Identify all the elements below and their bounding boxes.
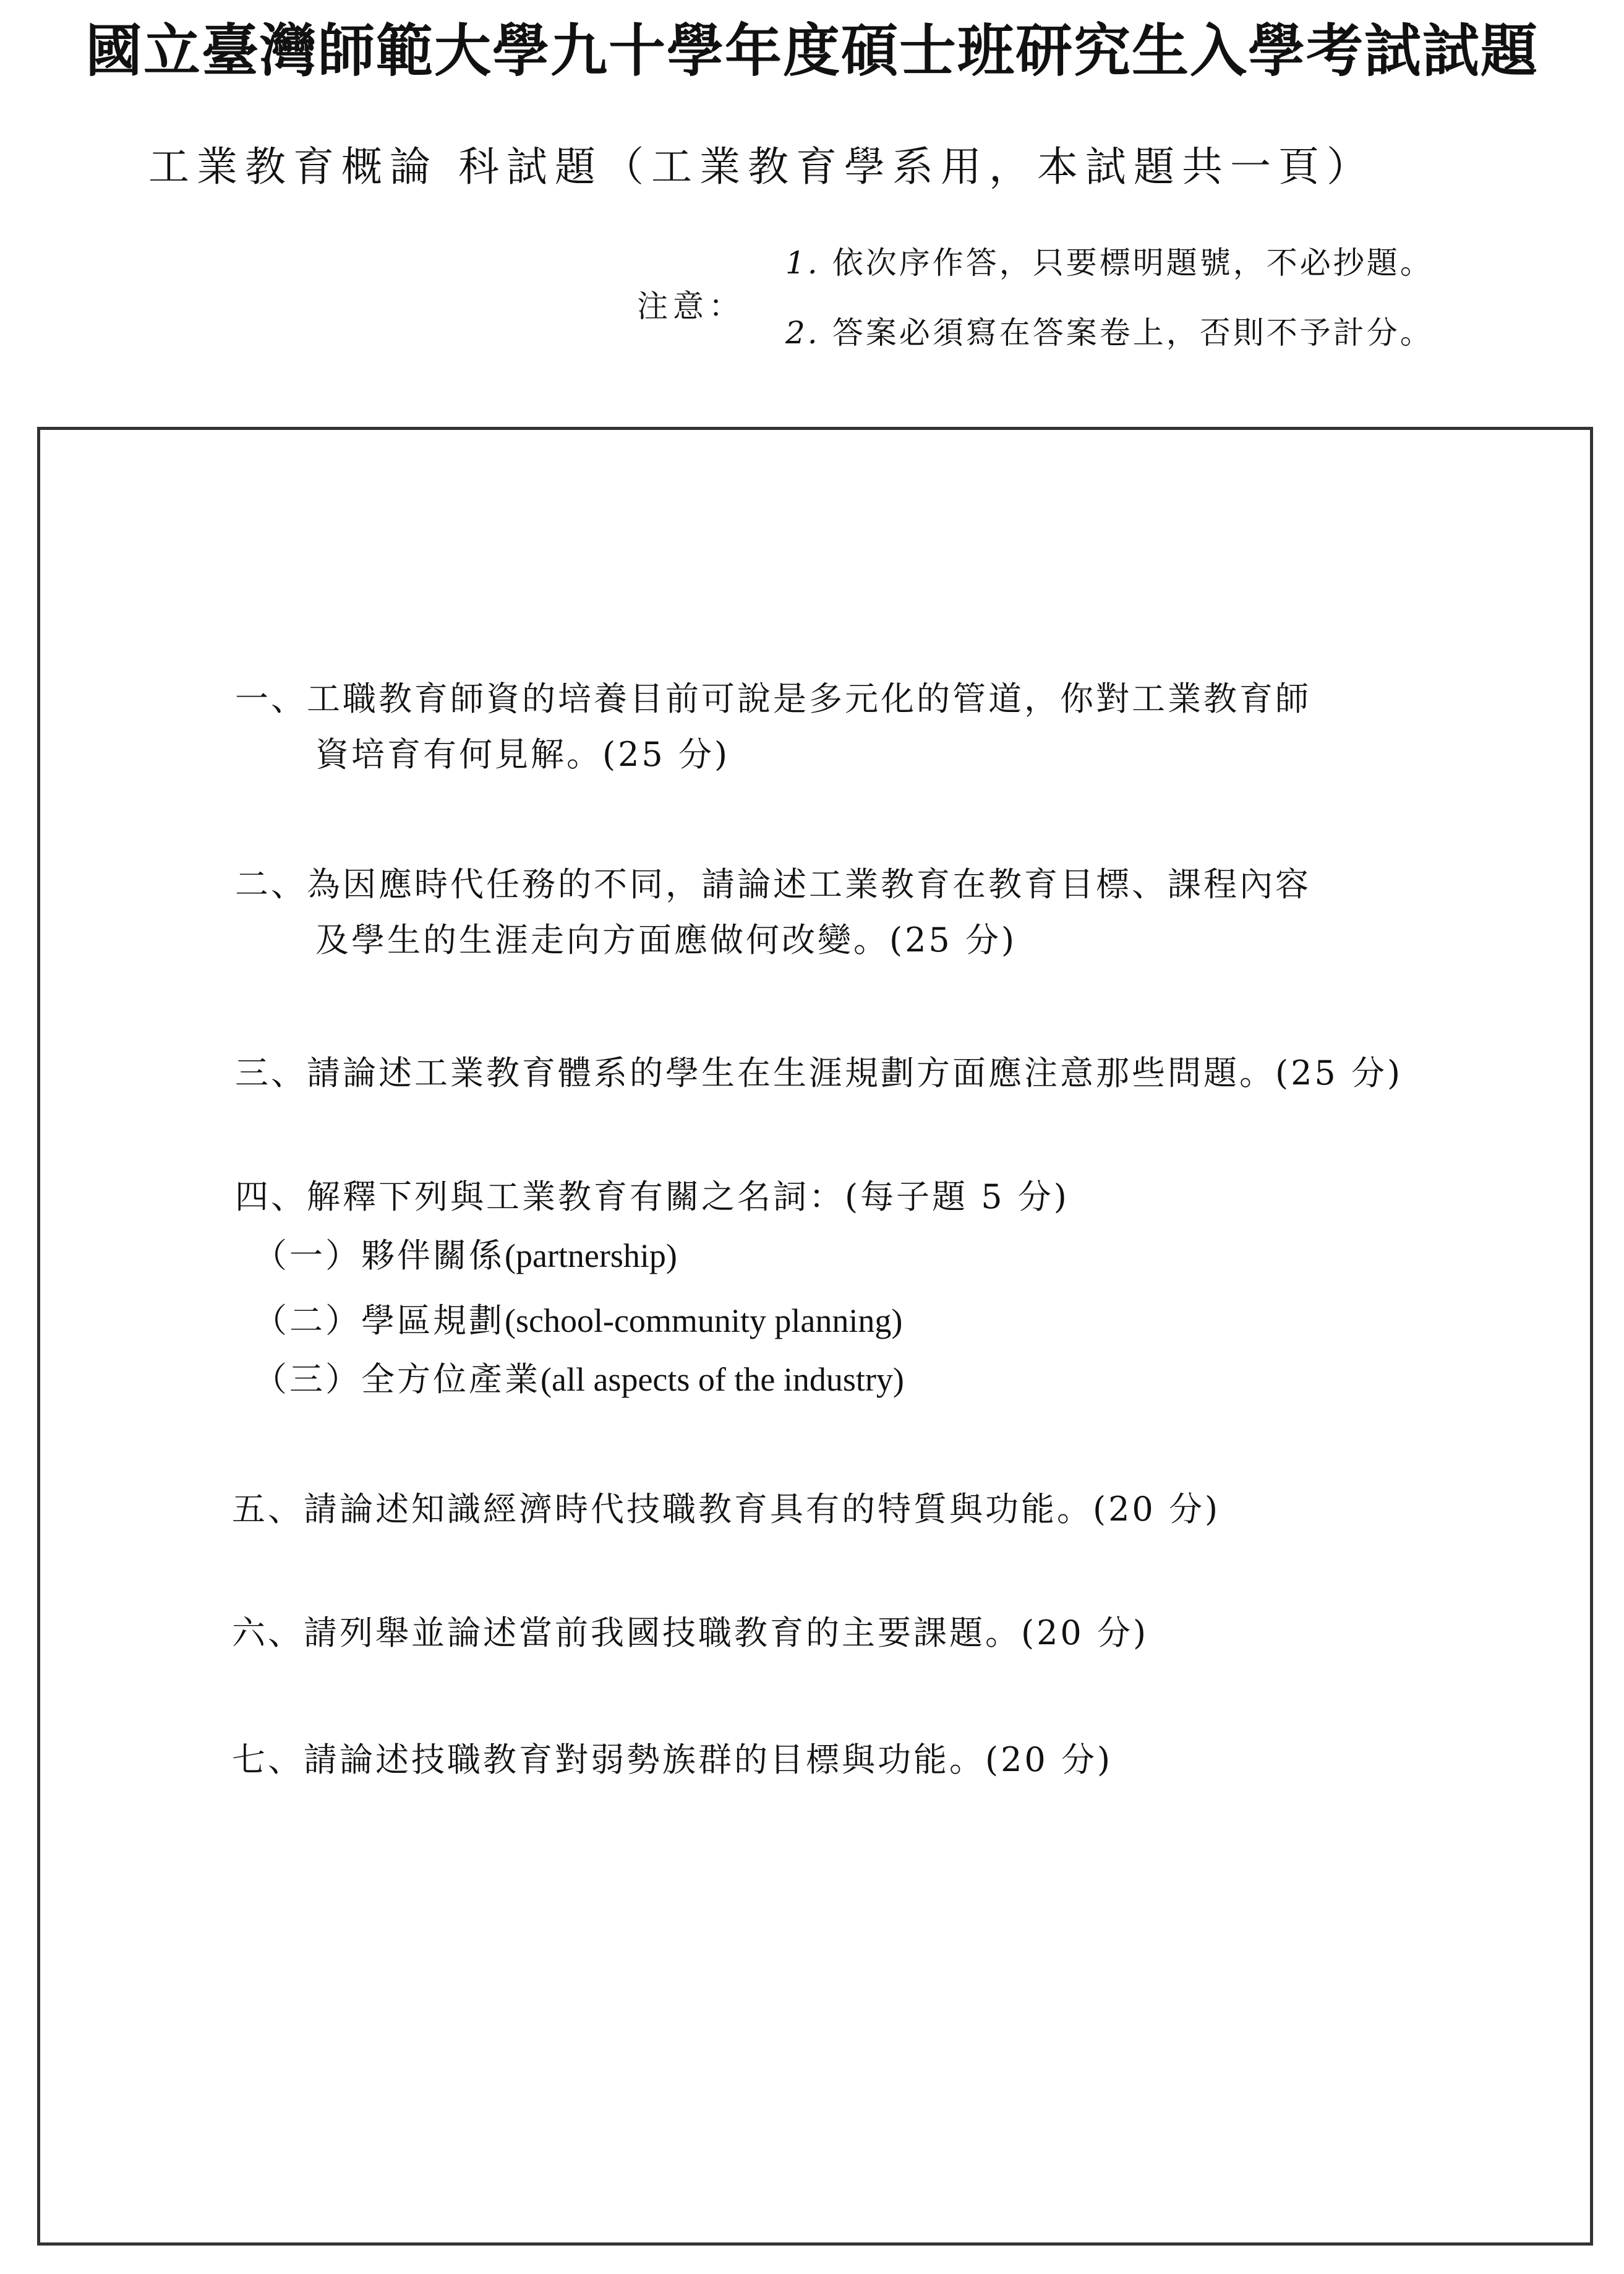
notice-item-text: 答案必須寫在答案卷上，否則不予計分。 <box>832 315 1434 351</box>
question-7-line-1: 七、請論述技職教育對弱勢族群的目標與功能。(20 分) <box>232 1740 1113 1779</box>
sub-item-prefix: （一）夥伴關係 <box>254 1236 505 1275</box>
sub-item-prefix: （三）全方位產業 <box>254 1360 541 1399</box>
sub-item-prefix: （二）學區規劃 <box>254 1301 505 1340</box>
question-2-line-1: 二、為因應時代任務的不同，請論述工業教育在教育目標、課程內容 <box>235 865 1311 904</box>
question-4-sub-1 <box>254 1231 677 1281</box>
exam-title: 國立臺灣師範大學九十學年度碩士班研究生入學考試試題 <box>85 17 1539 84</box>
sub-item-term: (partnership) <box>505 1237 677 1274</box>
question-3-line-1: 三、請論述工業教育體系的學生在生涯規劃方面應注意那些問題。(25 分) <box>235 1053 1403 1092</box>
notice-item-number: 1. <box>785 245 820 281</box>
question-4-sub-2 <box>254 1296 902 1345</box>
sub-item-term: (school-community planning) <box>505 1302 903 1339</box>
notice-item-text: 依次序作答，只要標明題號，不必抄題。 <box>832 245 1434 281</box>
notice-item-1 <box>785 238 1434 288</box>
question-4-sub-3 <box>254 1355 904 1404</box>
question-1-line-1: 一、工職教育師資的培養目前可說是多元化的管道，你對工業教育師 <box>235 679 1311 718</box>
exam-subtitle: 工業教育概論 科試題（工業教育學系用，本試題共一頁） <box>148 143 1375 191</box>
question-2-line-2: 及學生的生涯走向方面應做何改變。(25 分) <box>315 920 1017 959</box>
question-1-line-2: 資培育有何見解。(25 分) <box>315 735 730 774</box>
sub-item-term: (all aspects of the industry) <box>541 1361 904 1398</box>
question-5-line-1: 五、請論述知識經濟時代技職教育具有的特質與功能。(20 分) <box>232 1490 1221 1529</box>
question-4-line-1: 四、解釋下列與工業教育有關之名詞：(每子題 5 分) <box>235 1177 1069 1216</box>
question-6-line-1: 六、請列舉並論述當前我國技職教育的主要課題。(20 分) <box>232 1613 1149 1652</box>
notice-item-number: 2. <box>785 315 820 351</box>
notice-label: 注意： <box>637 288 745 324</box>
notice-item-2 <box>785 308 1434 358</box>
